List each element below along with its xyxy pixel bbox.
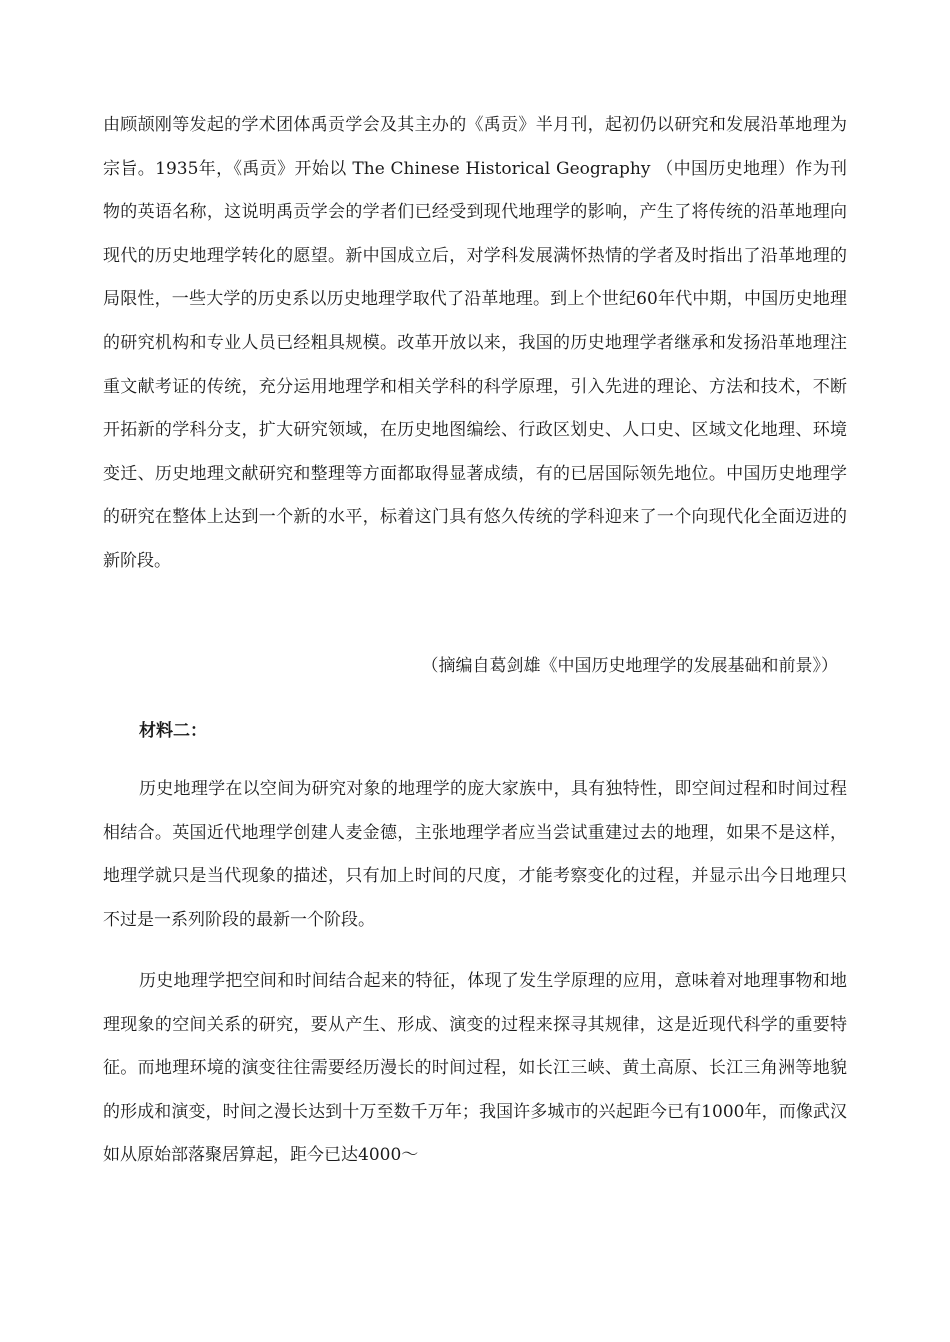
source-attribution: （摘编自葛剑雄《中国历史地理学的发展基础和前景》） (421, 656, 838, 676)
material-two-paragraph-1: 历史地理学在以空间为研究对象的地理学的庞大家族中，具有独特性，即空间过程和时间过程相结合。英国近代地理学创建人麦金德，主张地理学者应当尝试重建过去的地理，如果不是这样，地理学就只是当代现象的描述，只有加上时间的尺度，才能考察变化的过程，并显示出今日地理只不过是一系列阶段的最新一个阶段。 (103, 779, 847, 930)
section-heading-material-two: 材料二： (139, 721, 207, 741)
material-two-paragraph-2: 历史地理学把空间和时间结合起来的特征，体现了发生学原理的应用，意味着对地理事物和地理现象的空间关系的研究，要从产生、形成、演变的过程来探寻其规律，这是近现代科学的重要特征。而地理环境的演变往往需要经历漫长的时间过程，如长江三峡、黄土高原、长江三角洲等地貌的形成和演变，时间之漫长达到十万至数千万年；我国许多城市的兴起距今已有1000年，而像武汉如从原始部落聚居算起，距今已达4000～ (103, 971, 847, 1166)
material-one-paragraph: 由顾颉刚等发起的学术团体禹贡学会及其主办的《禹贡》半月刊，起初仍以研究和发展沿革地理为宗旨。1935年，《禹贡》开始以 The Chinese Historical Geography （中国历史地理）作为刊物的英语名称，这说明禹贡学会的学者们已经受到现代地理学的影响，产生了将传统的沿革地理向现代的历史地理学转化的愿望。新中国成立后，对学科发展满怀热情的学者及时指出了沿革地理的局限性，一些大学的历史系以历史地理学取代了沿革地理。到上个世纪60年代中期，中国历史地理的研究机构和专业人员已经粗具规模。改革开放以来，我国的历史地理学者继承和发扬沿革地理注重文献考证的传统，充分运用地理学和相关学科的科学原理，引入先进的理论、方法和技术，不断开拓新的学科分支，扩大研究领域，在历史地图编绘、行政区划史、人口史、区域文化地理、环境变迁、历史地理文献研究和整理等方面都取得显著成绩，有的已居国际领先地位。中国历史地理学的研究在整体上达到一个新的水平，标着这门具有悠久传统的学科迎来了一个向现代化全面迈进的新阶段。 (103, 115, 847, 571)
